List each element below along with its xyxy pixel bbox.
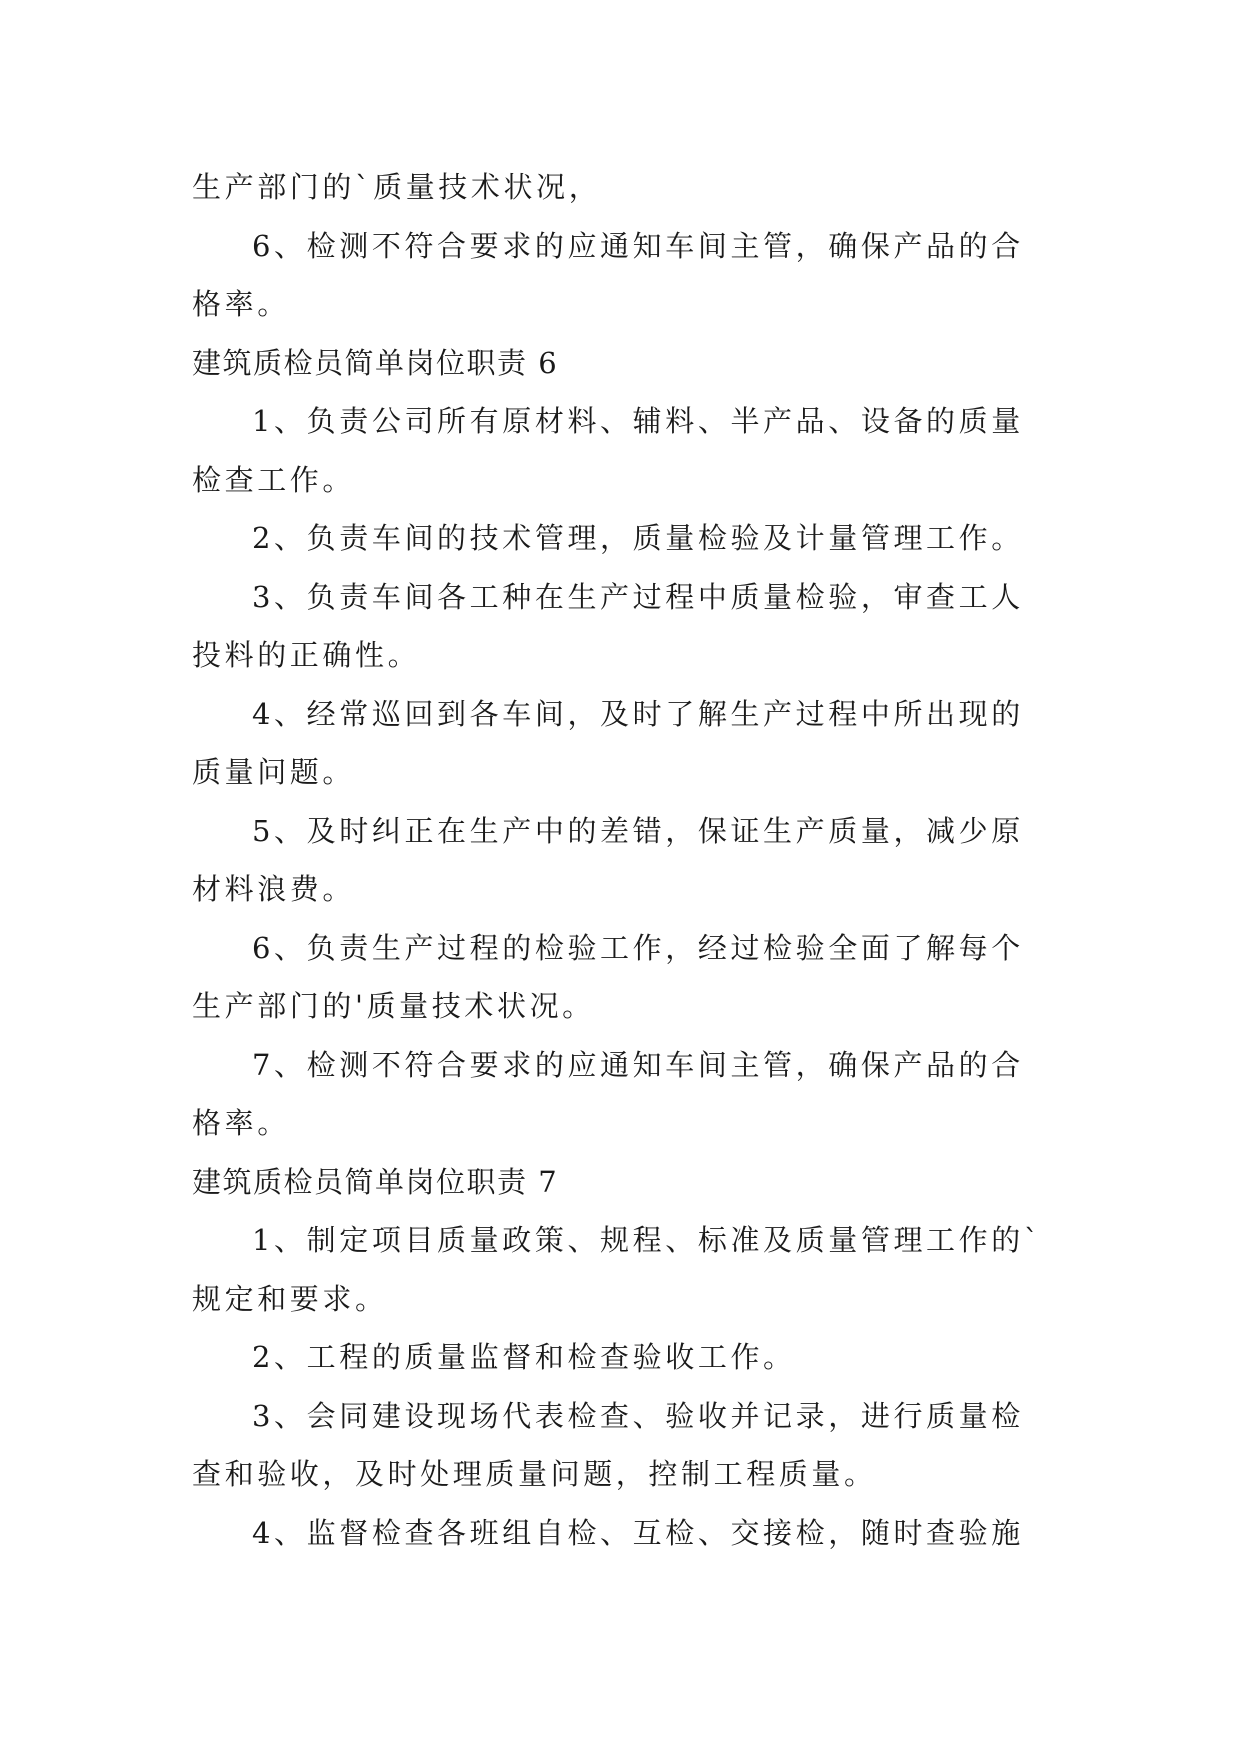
text-line: 质量问题。 xyxy=(192,755,356,789)
text-line: 6、负责生产过程的检验工作，经过检验全面了解每个 xyxy=(252,930,1024,965)
text-line: 生产部门的`质量技术状况， xyxy=(192,170,602,204)
text-line: 规定和要求。 xyxy=(192,1281,388,1316)
text-line: 5、及时纠正在生产中的差错，保证生产质量，减少原 xyxy=(252,813,1024,848)
text-line: 3、会同建设现场代表检查、验收并记录，进行质量检 xyxy=(252,1398,1024,1433)
text-line: 7、检测不符合要求的应通知车间主管，确保产品的合 xyxy=(252,1047,1024,1082)
text-line: 2、工程的质量监督和检查验收工作。 xyxy=(252,1340,796,1374)
text-line: 格率。 xyxy=(192,1106,290,1140)
text-line: 投料的正确性。 xyxy=(192,638,421,672)
text-line: 检查工作。 xyxy=(192,462,356,497)
text-line: 3、负责车间各工种在生产过程中质量检验，审查工人 xyxy=(252,579,1024,614)
text-line: 格率。 xyxy=(192,287,290,321)
text-line: 2、负责车间的技术管理，质量检验及计量管理工作。 xyxy=(252,521,1024,555)
text-line: 查和验收，及时处理质量问题，控制工程质量。 xyxy=(192,1457,877,1491)
text-line: 6、检测不符合要求的应通知车间主管，确保产品的合 xyxy=(252,228,1024,263)
section-heading: 建筑质检员简单岗位职责 7 xyxy=(192,1164,559,1199)
text-line: 4、监督检查各班组自检、互检、交接检，随时查验施 xyxy=(252,1515,1024,1550)
text-line: 1、制定项目质量政策、规程、标准及质量管理工作的` xyxy=(252,1223,1042,1257)
text-line: 材料浪费。 xyxy=(192,872,356,906)
text-line: 生产部门的'质量技术状况。 xyxy=(192,989,595,1023)
text-line: 1、负责公司所有原材料、辅料、半产品、设备的质量 xyxy=(252,404,1024,438)
text-line: 4、经常巡回到各车间，及时了解生产过程中所出现的 xyxy=(252,696,1024,731)
document-page xyxy=(192,158,1052,1562)
section-heading: 建筑质检员简单岗位职责 6 xyxy=(192,345,559,380)
